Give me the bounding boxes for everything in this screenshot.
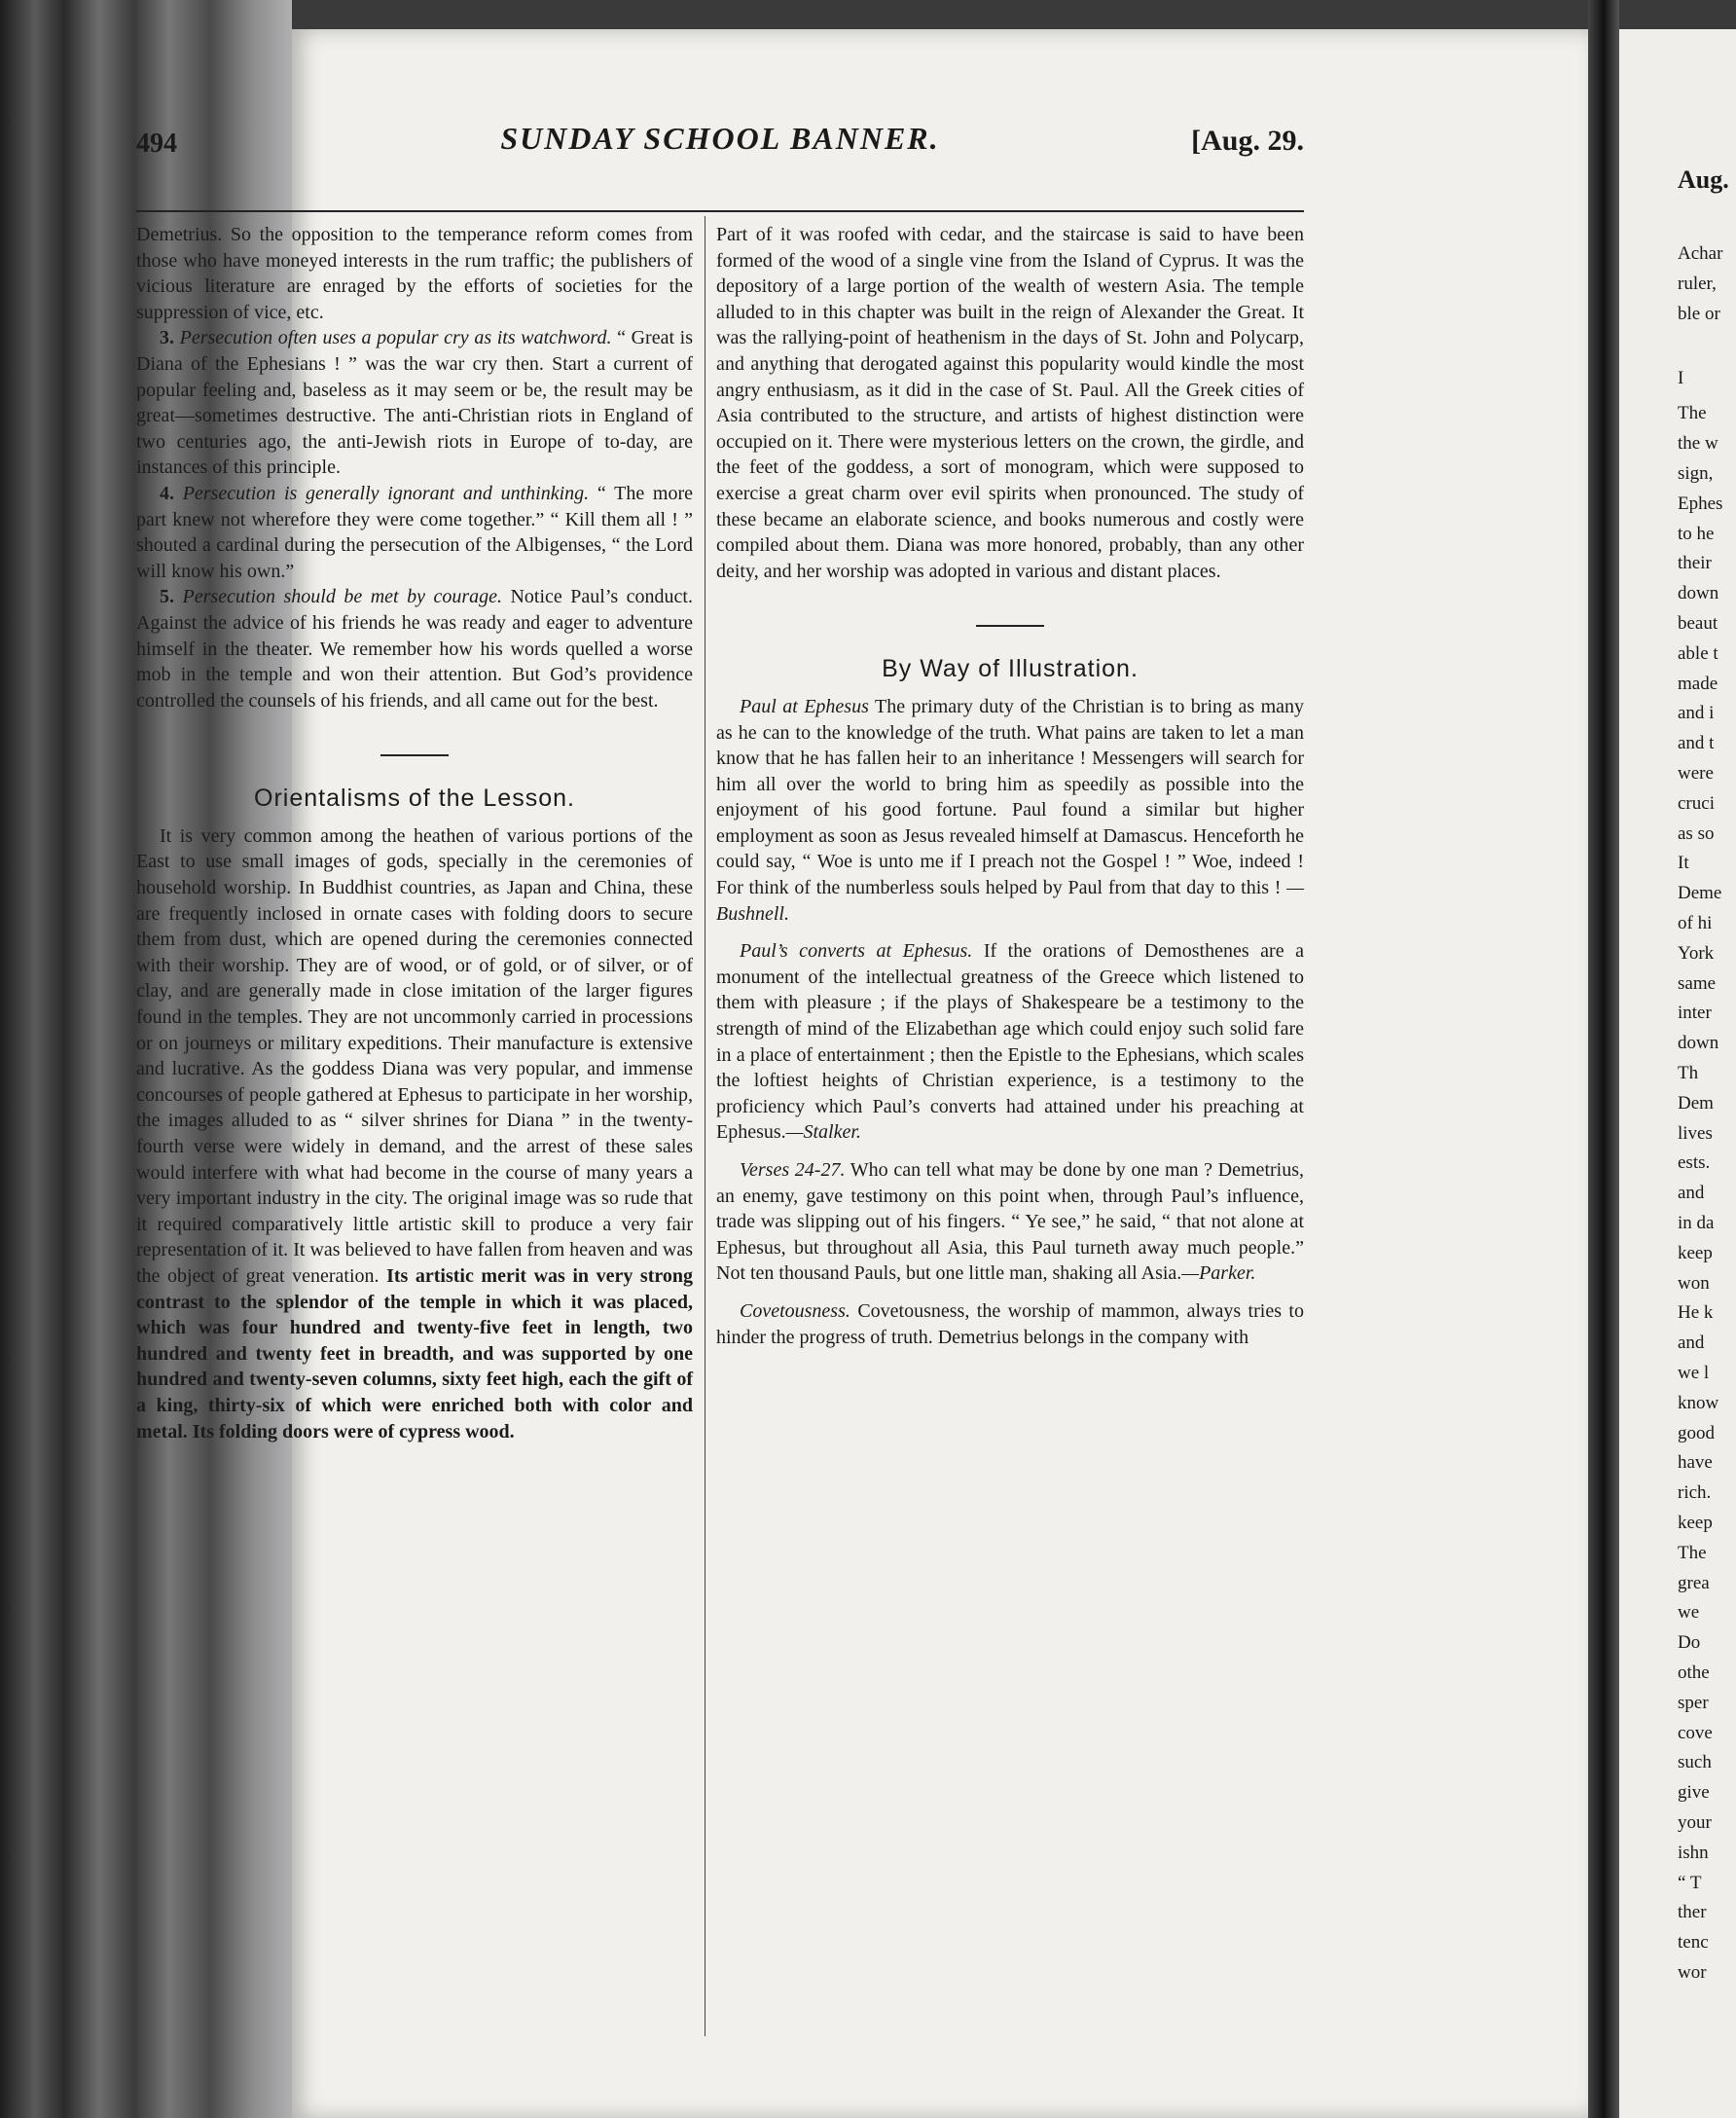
point-4-text: “ The more part knew not wherefore they were come together.” “ Kill them all ! ” shouted a cardinal during the persecution of the Albigenses, “ the Lord will know his own.” [136, 482, 694, 582]
point-3-title: Persecution often uses a popular cry as its watchword. [179, 327, 612, 349]
illustration-1-text: The primary duty of the Christian is to bring as many as he can to the knowledge of the truth. What pains are taken to let a man know that he has fallen heir to an inheritance ! Messengers will search for him all over the world to bring him as speedily as possible into the enjoyment of his good fortune. Paul found a similar but higher employment as soon as Jesus revealed himself at Damascus. Henceforth he could say, “ Woe is unto me if I preach not the Gospel ! ” Woe, indeed ! For think of the numberless souls helped by Paul from that day to this ! [716, 695, 1304, 899]
facing-page-line: tenc [1678, 1932, 1709, 1954]
facing-page-line: He k [1678, 1302, 1714, 1324]
facing-page-line: their [1678, 553, 1712, 574]
orientalisms-tail: Its artistic merit was in very strong contrast to the splendor of the temple in which it was placed, which was four hundred and twenty-five feet in length, two hundred and twenty feet in breadth, and was supported by one hundred and twenty-seven columns, sixty feet high, each the gift of a king, thirty-six of which were enriched both with color and metal. Its folding doors were of cypress wood. [136, 1264, 693, 1442]
illustration-2 [716, 938, 1304, 1146]
facing-page-line: give [1678, 1782, 1710, 1804]
facing-page-line: were [1678, 763, 1714, 784]
facing-page-line: inter [1678, 1003, 1712, 1024]
facing-page-line: know [1678, 1392, 1719, 1413]
illustration-2-text: If the orations of Demosthenes are a monument of the intellectual greatness of the Greece which listened to them with pleasure ; if the plays of Shakespeare be a testimony to the strength of mind of the Elizabethan age which could enjoy such solid fare in a place of entertainment ; then the Epistle to the Ephesians, which scales the loftiest heights of Christian experience, is a testimony to the proficiency which Paul’s converts had attained under his preaching at Ephesus. [716, 940, 1304, 1144]
point-3-number: 3. [160, 327, 174, 349]
facing-page-line: rich. [1678, 1482, 1712, 1504]
facing-page-line: ests. [1678, 1152, 1711, 1174]
facing-page-line: ruler, [1678, 273, 1717, 294]
facing-page-line: sign, [1678, 463, 1714, 484]
facing-page-line: made [1678, 673, 1718, 694]
illustration-3-author: —Parker. [1181, 1262, 1256, 1285]
illustration-1-author: —Bushnell. [716, 877, 1305, 925]
facing-page-edge [1619, 29, 1736, 2118]
facing-page-line: keep [1678, 1242, 1713, 1263]
facing-page-line: ble or [1678, 303, 1720, 324]
facing-page-line: the w [1678, 433, 1718, 455]
facing-page-line: and [1678, 1333, 1705, 1354]
facing-page-line: keep [1678, 1513, 1713, 1533]
page-number: 494 [136, 128, 177, 159]
point-5-title: Persecution should be met by courage. [182, 586, 502, 608]
point-3 [136, 325, 693, 481]
facing-page-line: sper [1678, 1692, 1709, 1713]
facing-page-line: we [1678, 1602, 1700, 1624]
facing-page-line: “ T [1678, 1872, 1702, 1893]
section-divider [380, 754, 449, 756]
orientalisms-heading: Orientalisms of the Lesson. [254, 785, 575, 813]
point-4-title: Persecution is generally ignorant and unthinking. [182, 482, 590, 504]
point-5-number: 5. [160, 586, 174, 608]
facing-page-line: Dem [1678, 1092, 1714, 1114]
illustration-3-title: Verses 24-27. [740, 1159, 846, 1181]
facing-page-line: as so [1678, 822, 1715, 844]
facing-page-line: won [1678, 1272, 1710, 1294]
intro-paragraph: Demetrius. So the opposition to the temperance reform comes from those who have moneyed interests in the rum traffic; the publishers of vicious literature are enraged by the efforts of societies for the suppression of vice, etc. [136, 224, 693, 323]
facing-page-line: Deme [1678, 883, 1722, 904]
section-divider [976, 625, 1044, 627]
orientalisms-text: It is very common among the heathen of various portions of the East to use small images of gods, specially in the ceremonies of household worship. In Buddhist countries, as Japan and China, these are frequently inclosed in ornate cases with folding doors to secure them from dust, which are opened during the ceremonies connected with their worship. They are of wood, or of gold, or of silver, or of clay, and are generally made in close imitation of the larger figures found in the temples. They are not uncommonly carried in processions or on journeys or military expeditions. Their manufacture is extensive and lucrative. As the goddess Diana was very popular, and immense concourses of people gathered at Ephesus to participate in her worship, the images alluded to as “ silver shrines for Diana ” in the twenty-fourth verse were widely in demand, and the arrest of these sales would interfere with what had become in the course of many years a very important industry in the city. The original image was so rude that it required comparatively little artistic skill to produce a very fair representation of it. It was believed to have fallen from heaven and was the object of great veneration. [136, 824, 693, 1287]
facing-page-line: good [1678, 1422, 1715, 1443]
point-3-text: “ Great is Diana of the Ephesians ! ” was the war cry then. Start a current of popular feeling and, baseless as it may seem or be, the result may be great—sometimes destructive. The anti-Christian riots in England of two centuries ago, the anti-Jewish riots in Europe of to-day, are instances of this principle. [136, 327, 693, 479]
facing-page-line: down [1678, 1033, 1719, 1054]
illustration-heading: By Way of Illustration. [882, 655, 1139, 683]
illustration-4-title: Covetousness. [740, 1299, 850, 1322]
facing-page-line: and t [1678, 733, 1715, 754]
running-head [136, 121, 1304, 169]
right-column [716, 222, 1304, 1350]
temple-continuation: Part of it was roofed with cedar, and the staircase is said to have been formed of the wood of a single vine from the Island of Cyprus. It was the depository of a large portion of the wealth of western Asia. The temple alluded to in this chapter was built in the reign of Alexander the Great. It was the rallying-point of heathenism in the days of St. John and Polycarp, and anything that derogated against this popularity would kindle the most angry enthusiasm, as it did in the case of St. Paul. All the Greek cities of Asia contributed to the structure, and artists of highest distinction were occupied on it. There were mysterious letters on the crown, the girdle, and the feet of the goddess, a sort of monogram, which were supposed to exercise a great charm over evil spirits when pronounced. The study of these became an elaborate science, and books numerous and costly were compiled about them. Diana was more honored, probably, than any other deity, and her worship was adopted in various and distant places. [716, 224, 1304, 582]
facing-page-line: grea [1678, 1572, 1710, 1593]
facing-page-line: Do [1678, 1632, 1701, 1654]
facing-page-line: The [1678, 1542, 1707, 1563]
left-column [136, 222, 693, 1444]
facing-page-line: wor [1678, 1962, 1707, 1983]
facing-page-line: Achar [1678, 243, 1723, 264]
facing-page-line: Ephes [1678, 493, 1723, 514]
facing-page-line: your [1678, 1812, 1712, 1833]
facing-page-line: and [1678, 1183, 1705, 1204]
facing-page-line: I [1678, 368, 1684, 389]
point-4 [136, 481, 693, 584]
facing-page-line: and i [1678, 703, 1715, 724]
facing-page-line: othe [1678, 1662, 1710, 1683]
illustration-2-title: Paul’s converts at Ephesus. [740, 940, 973, 963]
facing-page-line: York [1678, 942, 1715, 964]
facing-page-line: The [1678, 403, 1707, 424]
issue-date: [Aug. 29. [1191, 125, 1304, 157]
orientalisms-paragraph [136, 823, 693, 1444]
facing-page-line: Th [1678, 1063, 1699, 1083]
facing-page-line: we l [1678, 1363, 1710, 1383]
illustration-1 [716, 694, 1304, 927]
facing-page-line: to he [1678, 523, 1715, 544]
header-rule [136, 210, 1304, 212]
point-5-text: Notice Paul’s conduct. Against the advice of his friends he was ready and eager to adventure himself in the theater. We remember how his words quelled a worse mob in the temple and won their attention. But God’s providence controlled the counsels of his friends, and all came out for the best. [136, 586, 693, 712]
illustration-3 [716, 1157, 1304, 1287]
facing-page-line: ishn [1678, 1842, 1709, 1863]
illustration-4 [716, 1298, 1304, 1350]
illustration-2-author: —Stalker. [785, 1121, 861, 1144]
facing-page-line: cruci [1678, 792, 1715, 814]
facing-page-line: lives [1678, 1122, 1713, 1144]
facing-page-line: It [1678, 853, 1689, 874]
illustration-3-text: Who can tell what may be done by one man ? Demetrius, an enemy, gave testimony on this point when, through Paul’s influence, trade was slipping out of his fingers. “ Ye see,” he said, “ that not alone at Ephesus, but throughout all Asia, this Paul turneth away much people.” Not ten thousand Pauls, but one little man, shaking all Asia. [716, 1159, 1304, 1285]
point-5 [136, 584, 693, 713]
facing-page-line: such [1678, 1752, 1712, 1773]
facing-page-line: of hi [1678, 913, 1713, 933]
facing-page-line: cove [1678, 1722, 1713, 1743]
illustration-4-text: Covetousness, the worship of mammon, always tries to hinder the progress of truth. Demetrius belongs in the company with [716, 1299, 1304, 1348]
facing-page-line: have [1678, 1452, 1713, 1474]
facing-page-line: in da [1678, 1213, 1715, 1233]
facing-page-line: same [1678, 972, 1717, 994]
illustration-1-title: Paul at Ephesus [740, 695, 869, 717]
facing-page-header: Aug. [1678, 165, 1729, 194]
facing-page-line: ther [1678, 1902, 1707, 1923]
facing-page-line: able t [1678, 642, 1718, 664]
point-4-number: 4. [160, 482, 174, 504]
facing-page-line: down [1678, 583, 1719, 604]
journal-title: SUNDAY SCHOOL BANNER. [500, 121, 940, 156]
facing-page-line: beaut [1678, 613, 1718, 634]
page-gutter [1588, 0, 1619, 2118]
